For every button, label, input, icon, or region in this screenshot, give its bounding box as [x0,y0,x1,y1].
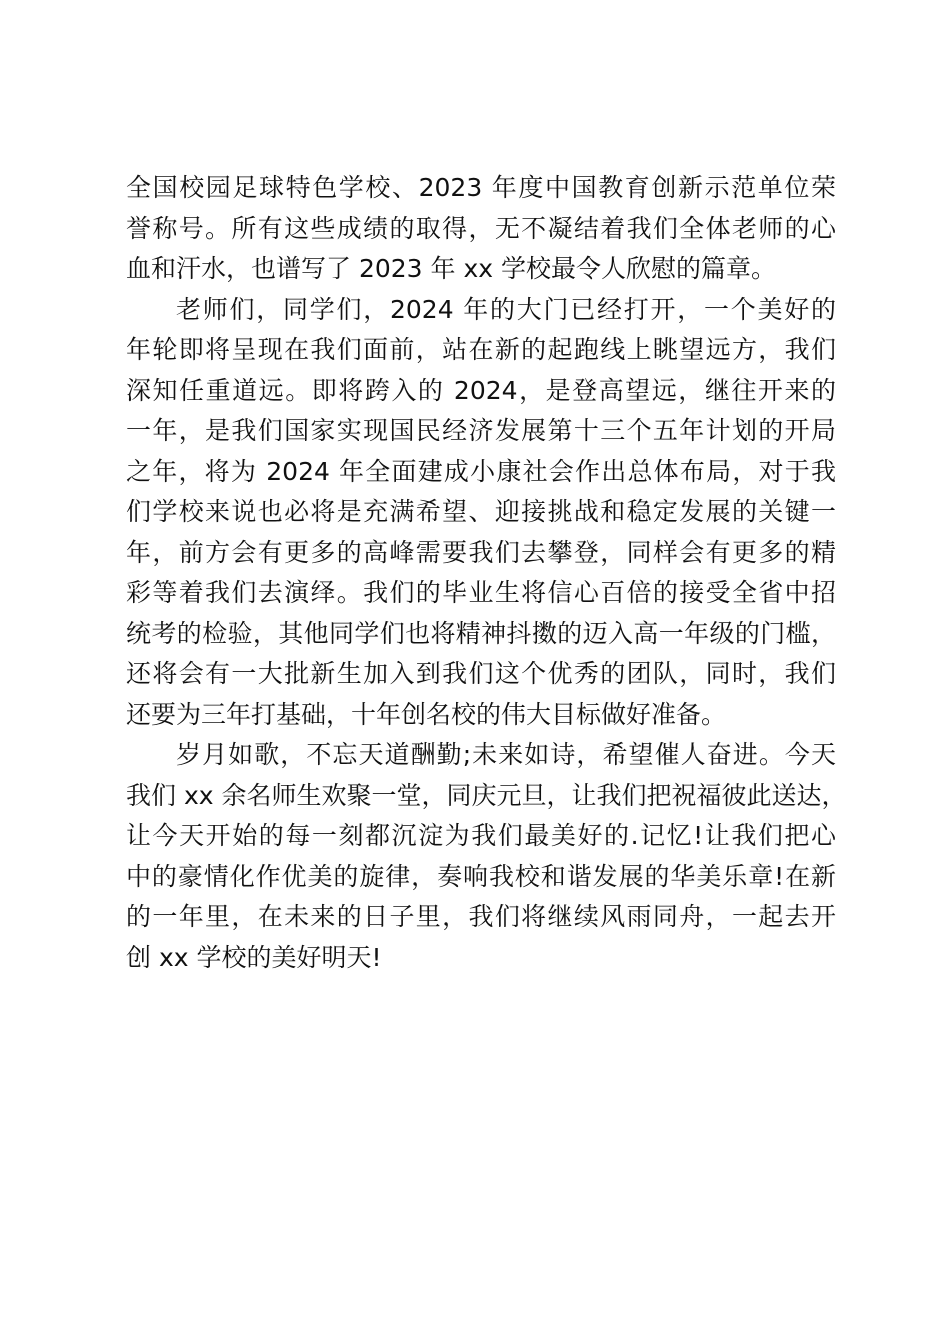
text-line: 年，前方会有更多的高峰需要我们去攀登，同样会有更多的精 [126,537,836,567]
text-line: 血和汗水，也谱写了 2023 年 xx 学校最令人欣慰的篇章。 [126,254,777,283]
text-line: 创 xx 学校的美好明天! [126,942,382,972]
text-line: 中的豪情化作优美的旋律，奏响我校和谐发展的华美乐章!在新 [126,861,836,891]
text-line: 的一年里，在未来的日子里，我们将继续风雨同舟，一起去开 [126,902,836,931]
text-line: 之年，将为 2024 年全面建成小康社会作出总体布局，对于我 [126,456,836,486]
text-line: 一年，是我们国家实现国民经济发展第十三个五年计划的开局 [126,416,836,445]
text-line: 彩等着我们去演绎。我们的毕业生将信心百倍的接受全省中招 [126,578,836,607]
text-line: 年轮即将呈现在我们面前，站在新的起跑线上眺望远方，我们 [126,335,836,364]
text-line: 深知任重道远。即将跨入的 2024，是登高望远，继往开来的 [126,375,836,405]
text-line: 岁月如歌，不忘天道酬勤;未来如诗，希望催人奋进。今天 [176,740,836,769]
body-text [126,168,847,978]
text-line: 我们 xx 余名师生欢聚一堂，同庆元旦，让我们把祝福彼此送达， [126,780,847,810]
text-line: 让今天开始的每一刻都沉淀为我们最美好的.记忆!让我们把心 [126,821,836,850]
text-line: 统考的检验，其他同学们也将精神抖擞的迈入高一年级的门槛， [126,618,836,648]
text-line: 全国校园足球特色学校、2023 年度中国教育创新示范单位荣 [126,173,836,202]
text-line: 还将会有一大批新生加入到我们这个优秀的团队，同时，我们 [126,659,836,688]
text-line: 誉称号。所有这些成绩的取得，无不凝结着我们全体老师的心 [126,213,836,243]
text-line: 们学校来说也必将是充满希望、迎接挑战和稳定发展的关键一 [126,497,836,526]
text-line: 老师们，同学们，2024 年的大门已经打开，一个美好的 [176,294,836,324]
text-line: 还要为三年打基础，十年创名校的伟大目标做好准备。 [126,699,727,729]
